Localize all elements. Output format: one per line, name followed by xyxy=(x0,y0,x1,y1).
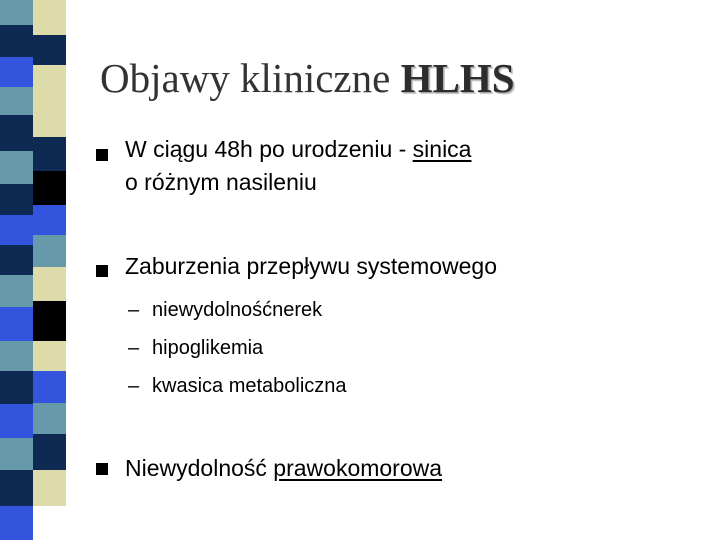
slide-title-main: Objawy kliniczne xyxy=(100,55,391,101)
bullet-1-text: W ciągu 48h po urodzeniu - xyxy=(125,136,413,162)
bullet-1-line-1 xyxy=(125,133,471,166)
bullet-3-text: Niewydolność xyxy=(125,455,274,481)
bullet-3-line xyxy=(125,452,442,485)
bullet-1-line-2: o różnym nasileniu xyxy=(125,169,317,195)
dash-marker: – xyxy=(128,337,140,359)
slide-title-emphasis: HLHS xyxy=(400,55,515,101)
dash-marker: – xyxy=(128,299,140,321)
slide-title xyxy=(100,56,515,101)
bullet-marker-2 xyxy=(96,265,108,277)
bullet-1-link[interactable]: sinica xyxy=(412,136,472,162)
subbullet-2 xyxy=(128,333,263,363)
bullet-3-link[interactable]: prawokomorowa xyxy=(273,455,443,481)
bullet-2-text: Zaburzenia przepływu systemowego xyxy=(125,253,498,279)
bullet-marker-3 xyxy=(96,463,108,475)
subbullet-1-text: niewydolnośćnerek xyxy=(152,299,323,321)
decorative-stripe xyxy=(0,0,66,540)
subbullet-3 xyxy=(128,371,347,401)
dash-marker: – xyxy=(128,375,140,397)
bullet-marker-1 xyxy=(96,149,108,161)
subbullet-3-text: kwasica metaboliczna xyxy=(152,375,347,397)
subbullet-2-text: hipoglikemia xyxy=(152,337,264,359)
subbullet-1 xyxy=(128,295,322,325)
